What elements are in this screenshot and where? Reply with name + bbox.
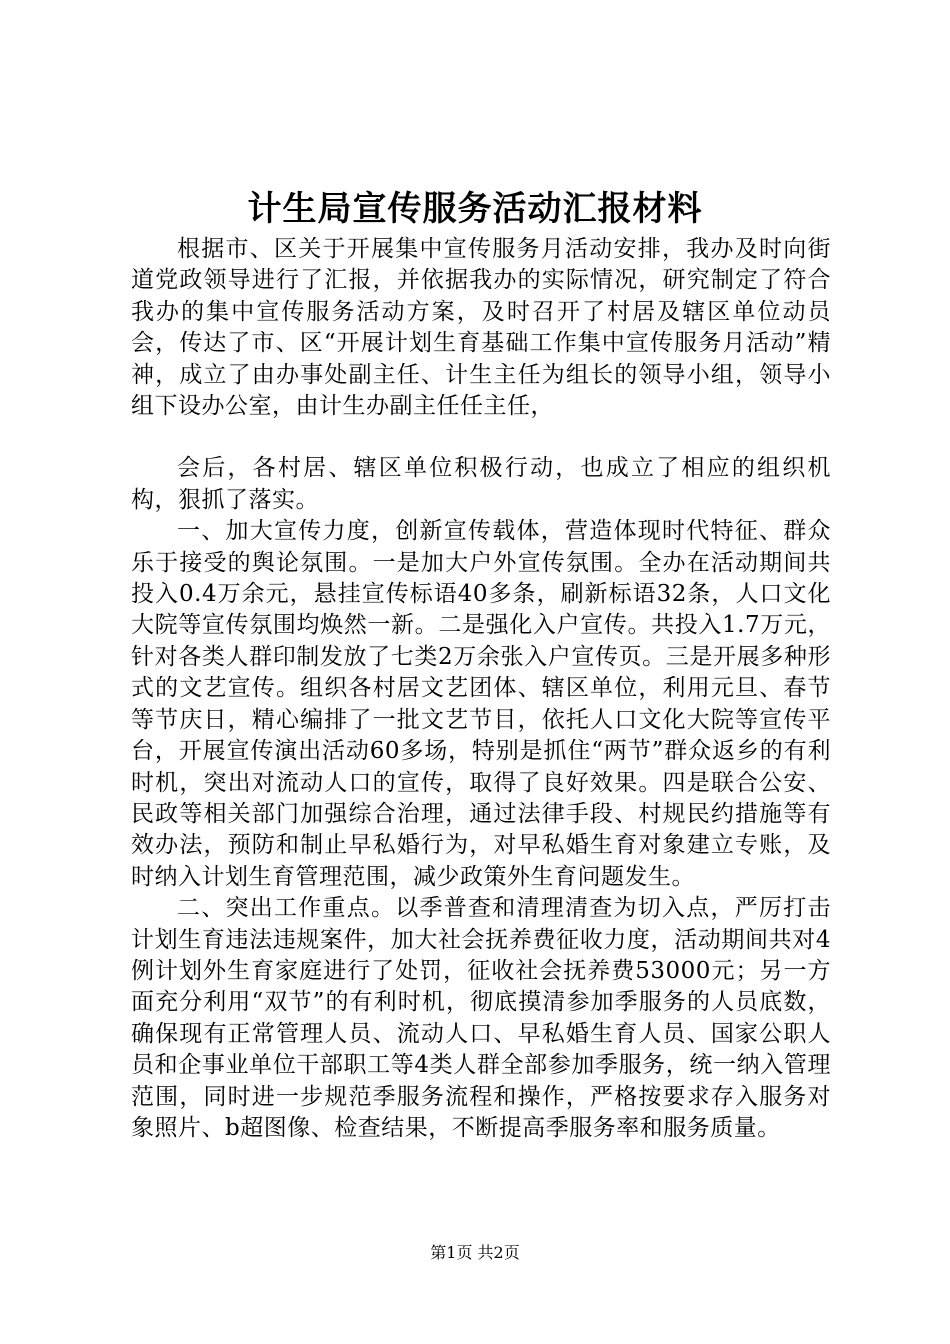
paragraph-follow-up: 会后，各村居、辖区单位积极行动，也成立了相应的组织机构，狠抓了落实。 (131, 455, 831, 513)
document-title: 计生局宣传服务活动汇报材料 (247, 189, 703, 229)
page-footer: 第1页 共2页 (430, 1243, 520, 1262)
document-body (131, 234, 831, 1144)
paragraph-section-one: 一、加大宣传力度，创新宣传载体，营造体现时代特征、群众乐于接受的舆论氛围。一是加大户外宣传氛围。全办在活动期间共投入0.4万余元，悬挂宣传标语40多条，刷新标语32条，人口文化大院等宣传氛围均焕然一新。二是强化入户宣传。共投入1.7万元，针对各类人群印制发放了七类2万余张入户宣传页。三是开展多种形式的文艺宣传。组织各村居文艺团体、辖区单位，利用元旦、春节等节庆日，精心编排了一批文艺节目，依托人口文化大院等宣传平台，开展宣传演出活动60多场，特别是抓住“两节”群众返乡的有利时机，突出对流动人口的宣传，取得了良好效果。四是联合公安、民政等相关部门加强综合治理，通过法律手段、村规民约措施等有效办法，预防和制止早私婚行为，对早私婚生育对象建立专账，及时纳入计划生育管理范围，减少政策外生育问题发生。 (131, 518, 831, 890)
paragraph-section-two: 二、突出工作重点。以季普查和清理清查为切入点，严厉打击计划生育违法违规案件，加大社会抚养费征收力度，活动期间共对4例计划外生育家庭进行了处罚，征收社会抚养费53000元；另一方面充分利用“双节”的有利时机，彻底摸清参加季服务的人员底数，确保现有正常管理人员、流动人口、早私婚生育人员、国家公职人员和企事业单位干部职工等4类人群全部参加季服务，统一纳入管理范围，同时进一步规范季服务流程和操作，严格按要求存入服务对象照片、b超图像、检查结果，不断提高季服务率和服务质量。 (131, 895, 831, 1141)
paragraph-intro: 根据市、区关于开展集中宣传服务月活动安排，我办及时向街道党政领导进行了汇报，并依据我办的实际情况，研究制定了符合我办的集中宣传服务活动方案，及时召开了村居及辖区单位动员会，传达了市、区“开展计划生育基础工作集中宣传服务月活动”精神，成立了由办事处副主任、计生主任为组长的领导小组，领导小组下设办公室，由计生办副主任任主任， (131, 236, 831, 420)
